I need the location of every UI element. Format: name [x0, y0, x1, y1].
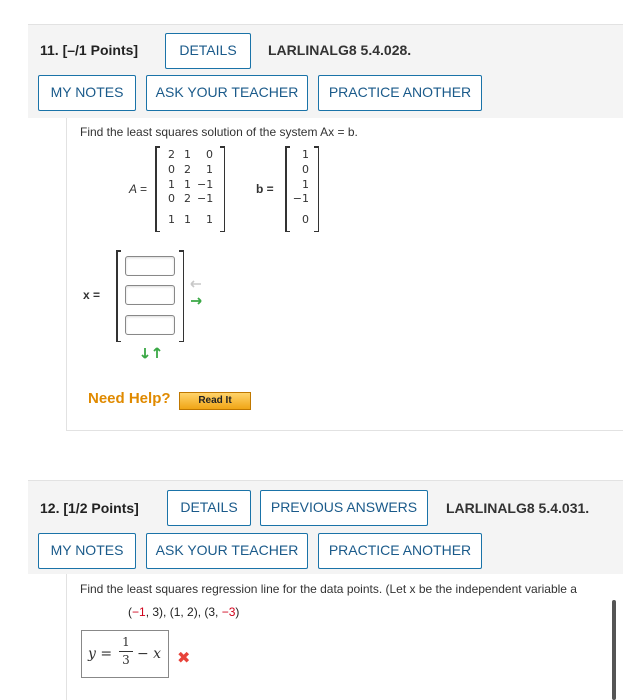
q11-practice-another-button[interactable]: PRACTICE ANOTHER [318, 75, 482, 111]
column-arrows [189, 278, 203, 308]
q12-body [66, 574, 623, 700]
x-answer-input-3[interactable] [125, 315, 175, 335]
data-point: (1, 2), [169, 605, 202, 619]
q12-answer-display[interactable] [81, 630, 169, 678]
matrix-a-cell: 2 [184, 163, 191, 176]
q11-prompt [80, 125, 358, 139]
q11-points: [–/1 Points] [62, 42, 139, 58]
add-row-arrow-icon[interactable] [142, 348, 148, 358]
matrix-a-cell: 0 [168, 192, 175, 205]
q12-data-points [128, 605, 239, 619]
vector-b-cell: 0 [302, 213, 309, 226]
wrong-x-icon: ✖ [177, 650, 191, 667]
data-point: (−1, 3), [128, 605, 167, 619]
q11-ask-teacher-button[interactable]: ASK YOUR TEACHER [146, 75, 308, 111]
q12-prompt: Find the least squares regression line for the data points. (Let x be the independent variable a [80, 582, 577, 596]
q11-number-points [40, 42, 138, 58]
vector-b-cell: −1 [292, 192, 309, 205]
q12-header [28, 480, 623, 574]
scrollbar[interactable] [612, 600, 616, 700]
need-help-label: Need Help? [88, 390, 171, 407]
q11-reference: LARLINALG8 5.4.028. [268, 42, 412, 58]
matrix-a-label: A = [129, 182, 147, 196]
matrix-a-cell: 0 [206, 148, 213, 161]
answer-numerator: 1 [122, 635, 130, 649]
q12-my-notes-button[interactable]: MY NOTES [38, 533, 136, 569]
answer-rest: − x [137, 646, 162, 662]
matrix-a-cell: −1 [197, 192, 214, 205]
x-vector-label: x = [83, 288, 101, 302]
remove-row-arrow-icon[interactable] [154, 348, 160, 358]
vector-b-cell: 1 [302, 148, 309, 161]
add-column-arrow-icon[interactable] [191, 298, 201, 304]
data-point: (3, −3) [204, 605, 240, 619]
vector-b-cell: 1 [302, 178, 309, 191]
matrix-a-cell: 1 [168, 178, 175, 191]
vector-b-label: b = [256, 182, 274, 196]
matrix-a [155, 146, 225, 232]
answer-denominator: 3 [122, 653, 130, 667]
read-it-button[interactable]: Read It [179, 392, 251, 410]
matrix-a-cell: 1 [184, 148, 191, 161]
q12-details-button[interactable]: DETAILS [167, 490, 251, 526]
q11-header [28, 24, 623, 118]
q12-number-points [40, 500, 139, 516]
q12-number: 12. [40, 500, 60, 516]
matrix-a-cell: 1 [206, 163, 213, 176]
q11-my-notes-button[interactable]: MY NOTES [38, 75, 136, 111]
vector-b-cell: 0 [302, 163, 309, 176]
q11-details-button[interactable]: DETAILS [165, 33, 251, 69]
x-answer-input-1[interactable] [125, 256, 175, 276]
q12-points: [1/2 Points] [63, 500, 139, 516]
x-answer-input-2[interactable] [125, 285, 175, 305]
q11-number: 11. [40, 42, 59, 58]
q12-practice-another-button[interactable]: PRACTICE ANOTHER [318, 533, 482, 569]
q11-prompt-equation: Ax = b. [320, 125, 358, 139]
q11-prompt-text: Find the least squares solution of the system [80, 125, 321, 139]
q12-ask-teacher-button[interactable]: ASK YOUR TEACHER [146, 533, 308, 569]
q11-body [66, 118, 623, 431]
matrix-a-cell: 2 [168, 148, 175, 161]
matrix-a-cell: 1 [206, 213, 213, 226]
matrix-a-cell: 1 [184, 178, 191, 191]
q12-reference: LARLINALG8 5.4.031. [446, 500, 590, 516]
matrix-a-cell: 1 [168, 213, 175, 226]
q12-previous-answers-button[interactable]: PREVIOUS ANSWERS [260, 490, 428, 526]
fraction-bar [119, 651, 133, 652]
matrix-a-cell: 0 [168, 163, 175, 176]
vector-b [285, 146, 319, 232]
remove-column-arrow-icon[interactable] [191, 281, 201, 287]
matrix-a-cell: −1 [197, 178, 214, 191]
matrix-a-cell: 1 [184, 213, 191, 226]
row-arrows [139, 346, 165, 360]
x-answer-matrix [116, 250, 184, 342]
matrix-a-cell: 2 [184, 192, 191, 205]
answer-lhs: y = [88, 646, 113, 662]
